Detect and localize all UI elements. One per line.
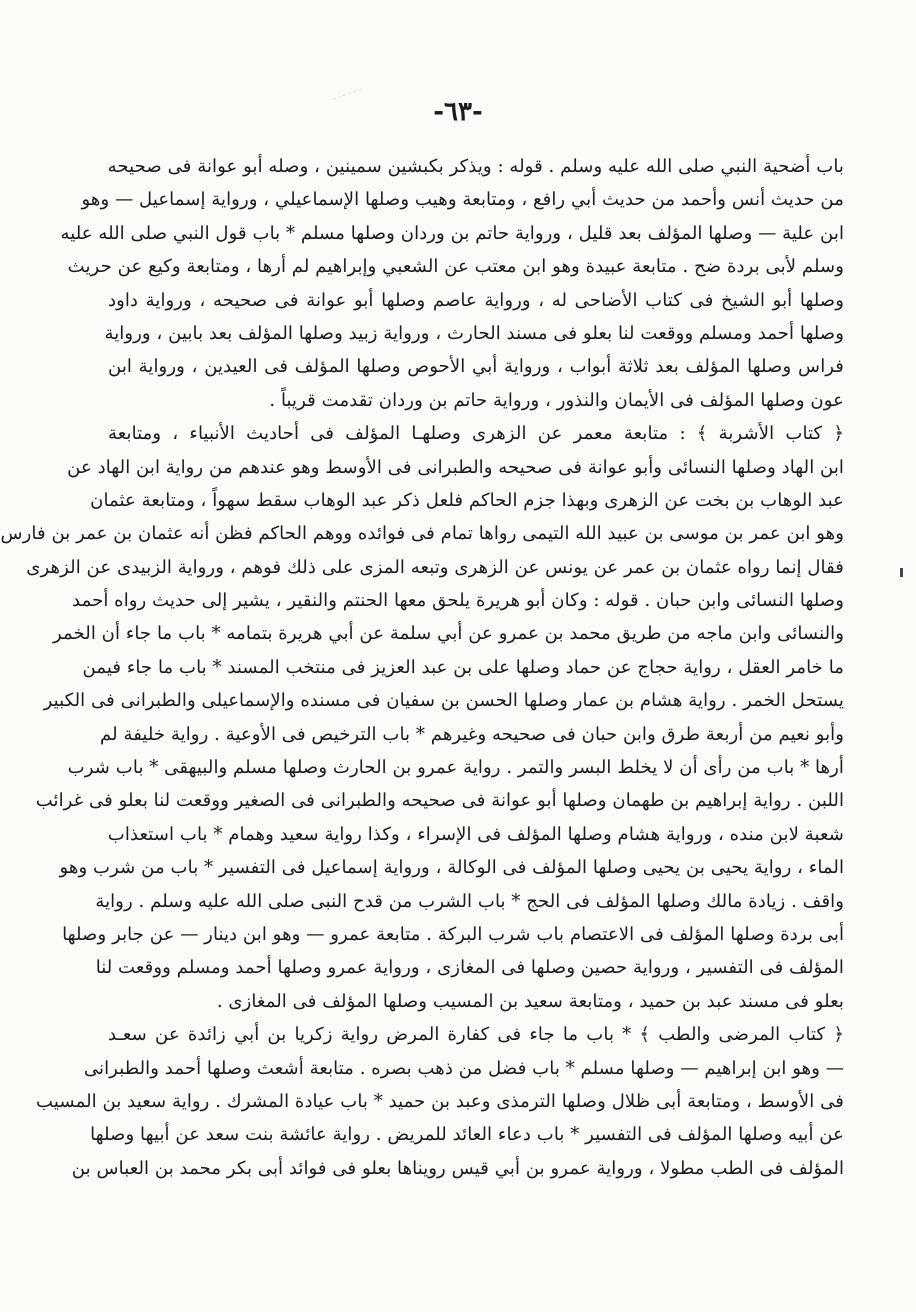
- text-line: وأبو نعيم من أربعة طرق وابن حبان فى صحيحه وغيرهم * باب الترخيص فى الأوعية . رواية خليفة لم: [100, 723, 844, 745]
- text-line: والنسائى وابن ماجه من طريق محمد بن عمرو عن أبي سلمة عن أبي هريرة بتمامه * باب ما جاء أن الخمر: [52, 623, 844, 645]
- text-line: المؤلف فى الطب مطولا ، ورواية عمرو بن أبي قيس رويناها بعلو فى فوائد أبى بكر محمد بن العباس بن: [71, 1157, 844, 1179]
- text-line: عون وصلها المؤلف فى الأيمان والنذور ، ورواية حاتم بن وردان تقدمت قريباً .: [269, 389, 844, 411]
- text-line: باب أضحية النبي صلى الله عليه وسلم . قوله : ويذكر بكبشين سمينين ، وصله أبو عوانة فى صحيحه: [107, 156, 844, 177]
- text-line: ﴿ كتاب الأشربة ﴾ : متابعة معمر عن الزهرى وصلهـا المؤلف فى أحاديث الأنبياء ، ومتابعة: [108, 423, 844, 445]
- text-line: المؤلف فى التفسير ، ورواية حصين وصلها فى المغازى ، ورواية عمرو وصلها أحمد ومسلم ووقعت لنا: [95, 957, 844, 979]
- text-line: وصلها أبو الشيخ فى كتاب الأضاحى له ، ورواية عاصم وصلها أبو عوانة فى صحيحه ، ورواية داود: [108, 289, 844, 311]
- text-line: وصلها النسائى وابن حبان . قوله : وكان أبو هريرة يلحق معها الحنتم والنقير ، يشير إلى حديث رواه أحمد: [72, 590, 844, 612]
- text-line: بعلو فى مسند عبد بن حميد ، ومتابعة سعيد بن المسيب وصلها المؤلف فى المغازى .: [216, 990, 844, 1012]
- text-line: ﴿ كتاب المرضى والطب ﴾ * باب ما جاء فى كفارة المرض رواية زكريا بن أبي زائدة عن سعـد: [108, 1024, 844, 1046]
- text-line: اللبن . رواية إبراهيم بن طهمان وصلها أبو عوانة فى صحيحه والطبرانى فى الصغير ووقعت لنا بعلو فى غرائب: [35, 790, 844, 812]
- margin-ink-mark: [900, 568, 903, 577]
- text-line: وهو ابن عمر بن موسى بن عبيد الله التيمى رواها تمام فى فوائده ووهم الحاكم فظن أنه عثمان بن عمر بن فارس: [0, 523, 844, 545]
- text-line: فقال إنما رواه عثمان بن عمر عن يونس عن الزهرى وتبعه المزى على ذلك فوهم ، ورواية الزبيدى عن الزهرى: [26, 556, 844, 578]
- text-line: عن أبيه وصلها المؤلف فى التفسير * باب دعاء العائد للمريض . رواية عائشة بنت سعد عن أبيها وصلها: [90, 1124, 844, 1146]
- paragraph-marda-tibb: [36, 1018, 844, 1185]
- text-line: من حديث أنس وأحمد من حديث أبي رافع ، ومتابعة وهيب وصلها الإسماعيلي ، ورواية إسماعيل — وهو: [81, 189, 844, 211]
- text-line: شعبة لابن منده ، ورواية هشام وصلها المؤلف فى الإسراء ، وكذا رواية سعيد وهمام * باب استعذاب: [107, 823, 844, 845]
- paragraph-ashriba: [0, 417, 844, 1018]
- text-line: أبى بردة وصلها المؤلف فى الاعتصام باب شرب البركة . متابعة عمرو — وهو ابن دينار — عن جابر وصلها: [62, 923, 844, 945]
- text-line: أرها * باب من رأى أن لا يخلط البسر والتمر . رواية عمرو بن الحارث وصلها مسلم والبيهقى * باب شرب: [67, 757, 844, 779]
- text-line: — وهو ابن إبراهيم — وصلها مسلم * باب فضل من ذهب بصره . متابعة أشعث وصلها أحمد والطبرانى: [83, 1057, 844, 1079]
- text-line: وسلم لأبى بردة ضح . متابعة عبيدة وهو ابن معتب عن الشعبي وإبراهيم لم أرها ، ومتابعة وكيع عن حريث: [67, 256, 844, 278]
- page-number: -٦٣-: [433, 97, 483, 127]
- text-line: الماء ، رواية يحيى بن يحيى وصلها المؤلف فى الوكالة ، ورواية إسماعيل فى التفسير * باب من شرب وهو: [59, 857, 844, 879]
- paragraph-adahi: [60, 150, 844, 417]
- text-line: عبد الوهاب بن بخت عن الزهرى وبهذا جزم الحاكم فلعل ذكر عبد الوهاب سقط سهواً ، ومتابعة عثمان: [90, 489, 844, 511]
- text-line: ابن علية — وصلها المؤلف بعد قليل ، ورواية حاتم بن وردان وصلها مسلم * باب قول النبي صلى الله عليه: [60, 222, 844, 244]
- text-line: واقف . زيادة مالك وصلها المؤلف فى الحج * باب الشرب من قدح النبى صلى الله عليه وسلم . رواية: [95, 890, 844, 912]
- text-line: فى الأوسط ، ومتابعة أبى ظلال وصلها الترمذى وعبد بن حميد * باب عيادة المشرك . رواية سعيد بن المسيب: [36, 1090, 844, 1112]
- text-line: فراس وصلها المؤلف بعد ثلاثة أبواب ، ورواية أبي الأحوص وصلها المؤلف فى العيدين ، ورواية ابن: [108, 356, 844, 378]
- text-line: ما خامر العقل ، رواية حجاج عن حماد وصلها على بن عبد العزيز فى منتخب المسند * باب ما جاء فيمن: [82, 656, 844, 678]
- text-line: ابن الهاد وصلها النسائى وأبو عوانة فى صحيحه والطبرانى فى الأوسط وهو عندهم من رواية ابن الهاد عن: [67, 456, 844, 478]
- page-body: [0, 150, 844, 1185]
- text-line: يستحل الخمر . رواية هشام بن عمار وصلها الحسن بن سفيان فى مسنده والإسماعيلى والطبرانى فى الكبير: [43, 690, 844, 712]
- text-line: وصلها أحمد ومسلم ووقعت لنا بعلو فى مسند الحارث ، ورواية زبيد وصلها المؤلف بعد بابين ، ورواية: [104, 322, 844, 344]
